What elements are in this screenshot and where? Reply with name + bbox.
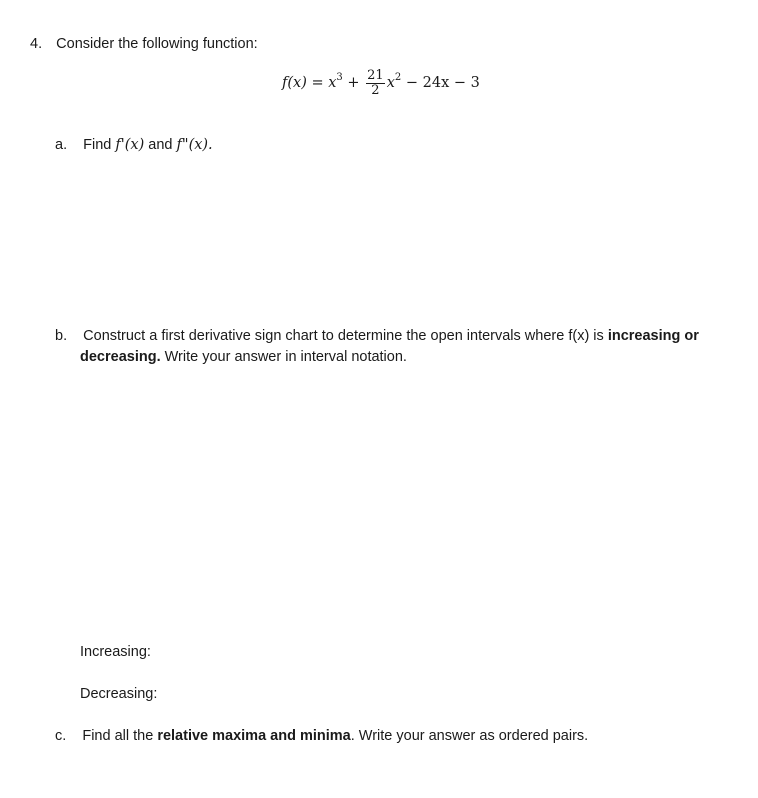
part-b-line-1 — [55, 326, 699, 346]
part-c-pre: Find all the — [82, 728, 154, 744]
increasing-label: Increasing: — [80, 644, 151, 660]
function-rest: − 24x − 3 — [405, 75, 480, 91]
part-b-text-2: Write your answer in interval notation. — [164, 349, 407, 365]
f-double-prime: f"(x). — [176, 137, 213, 153]
plus-sign: + — [347, 75, 360, 91]
decreasing-label: Decreasing: — [80, 686, 158, 702]
question-number: 4. — [30, 36, 43, 52]
question-prompt: Consider the following function: — [56, 36, 258, 52]
part-a-find: Find — [83, 137, 112, 153]
part-a-letter: a. — [55, 137, 68, 153]
question-header — [30, 34, 258, 54]
part-c-bold: relative maxima and minima — [157, 728, 351, 744]
fraction-numerator: 21 — [367, 67, 384, 83]
x-squared-var: x — [386, 75, 395, 91]
part-c — [55, 726, 588, 746]
part-b-text: Construct a first derivative sign chart to determine the open intervals where f(x) is — [83, 328, 604, 344]
part-a-and: and — [148, 137, 173, 153]
part-b-bold-1: increasing or — [607, 328, 699, 344]
fraction — [366, 69, 385, 98]
function-lhs: f(x) = x — [282, 75, 337, 91]
f-prime: f'(x) — [115, 137, 145, 153]
part-b-line-2 — [80, 347, 407, 367]
part-a — [55, 135, 213, 155]
square-exponent: 2 — [394, 72, 402, 84]
function-equation — [282, 66, 480, 100]
part-c-post: . Write your answer as ordered pairs. — [350, 728, 589, 744]
part-b-letter: b. — [55, 328, 68, 344]
cube-exponent: 3 — [336, 72, 343, 84]
part-b-bold-2: decreasing. — [80, 349, 161, 365]
fraction-denominator: 2 — [371, 82, 380, 98]
part-c-letter: c. — [55, 728, 67, 744]
